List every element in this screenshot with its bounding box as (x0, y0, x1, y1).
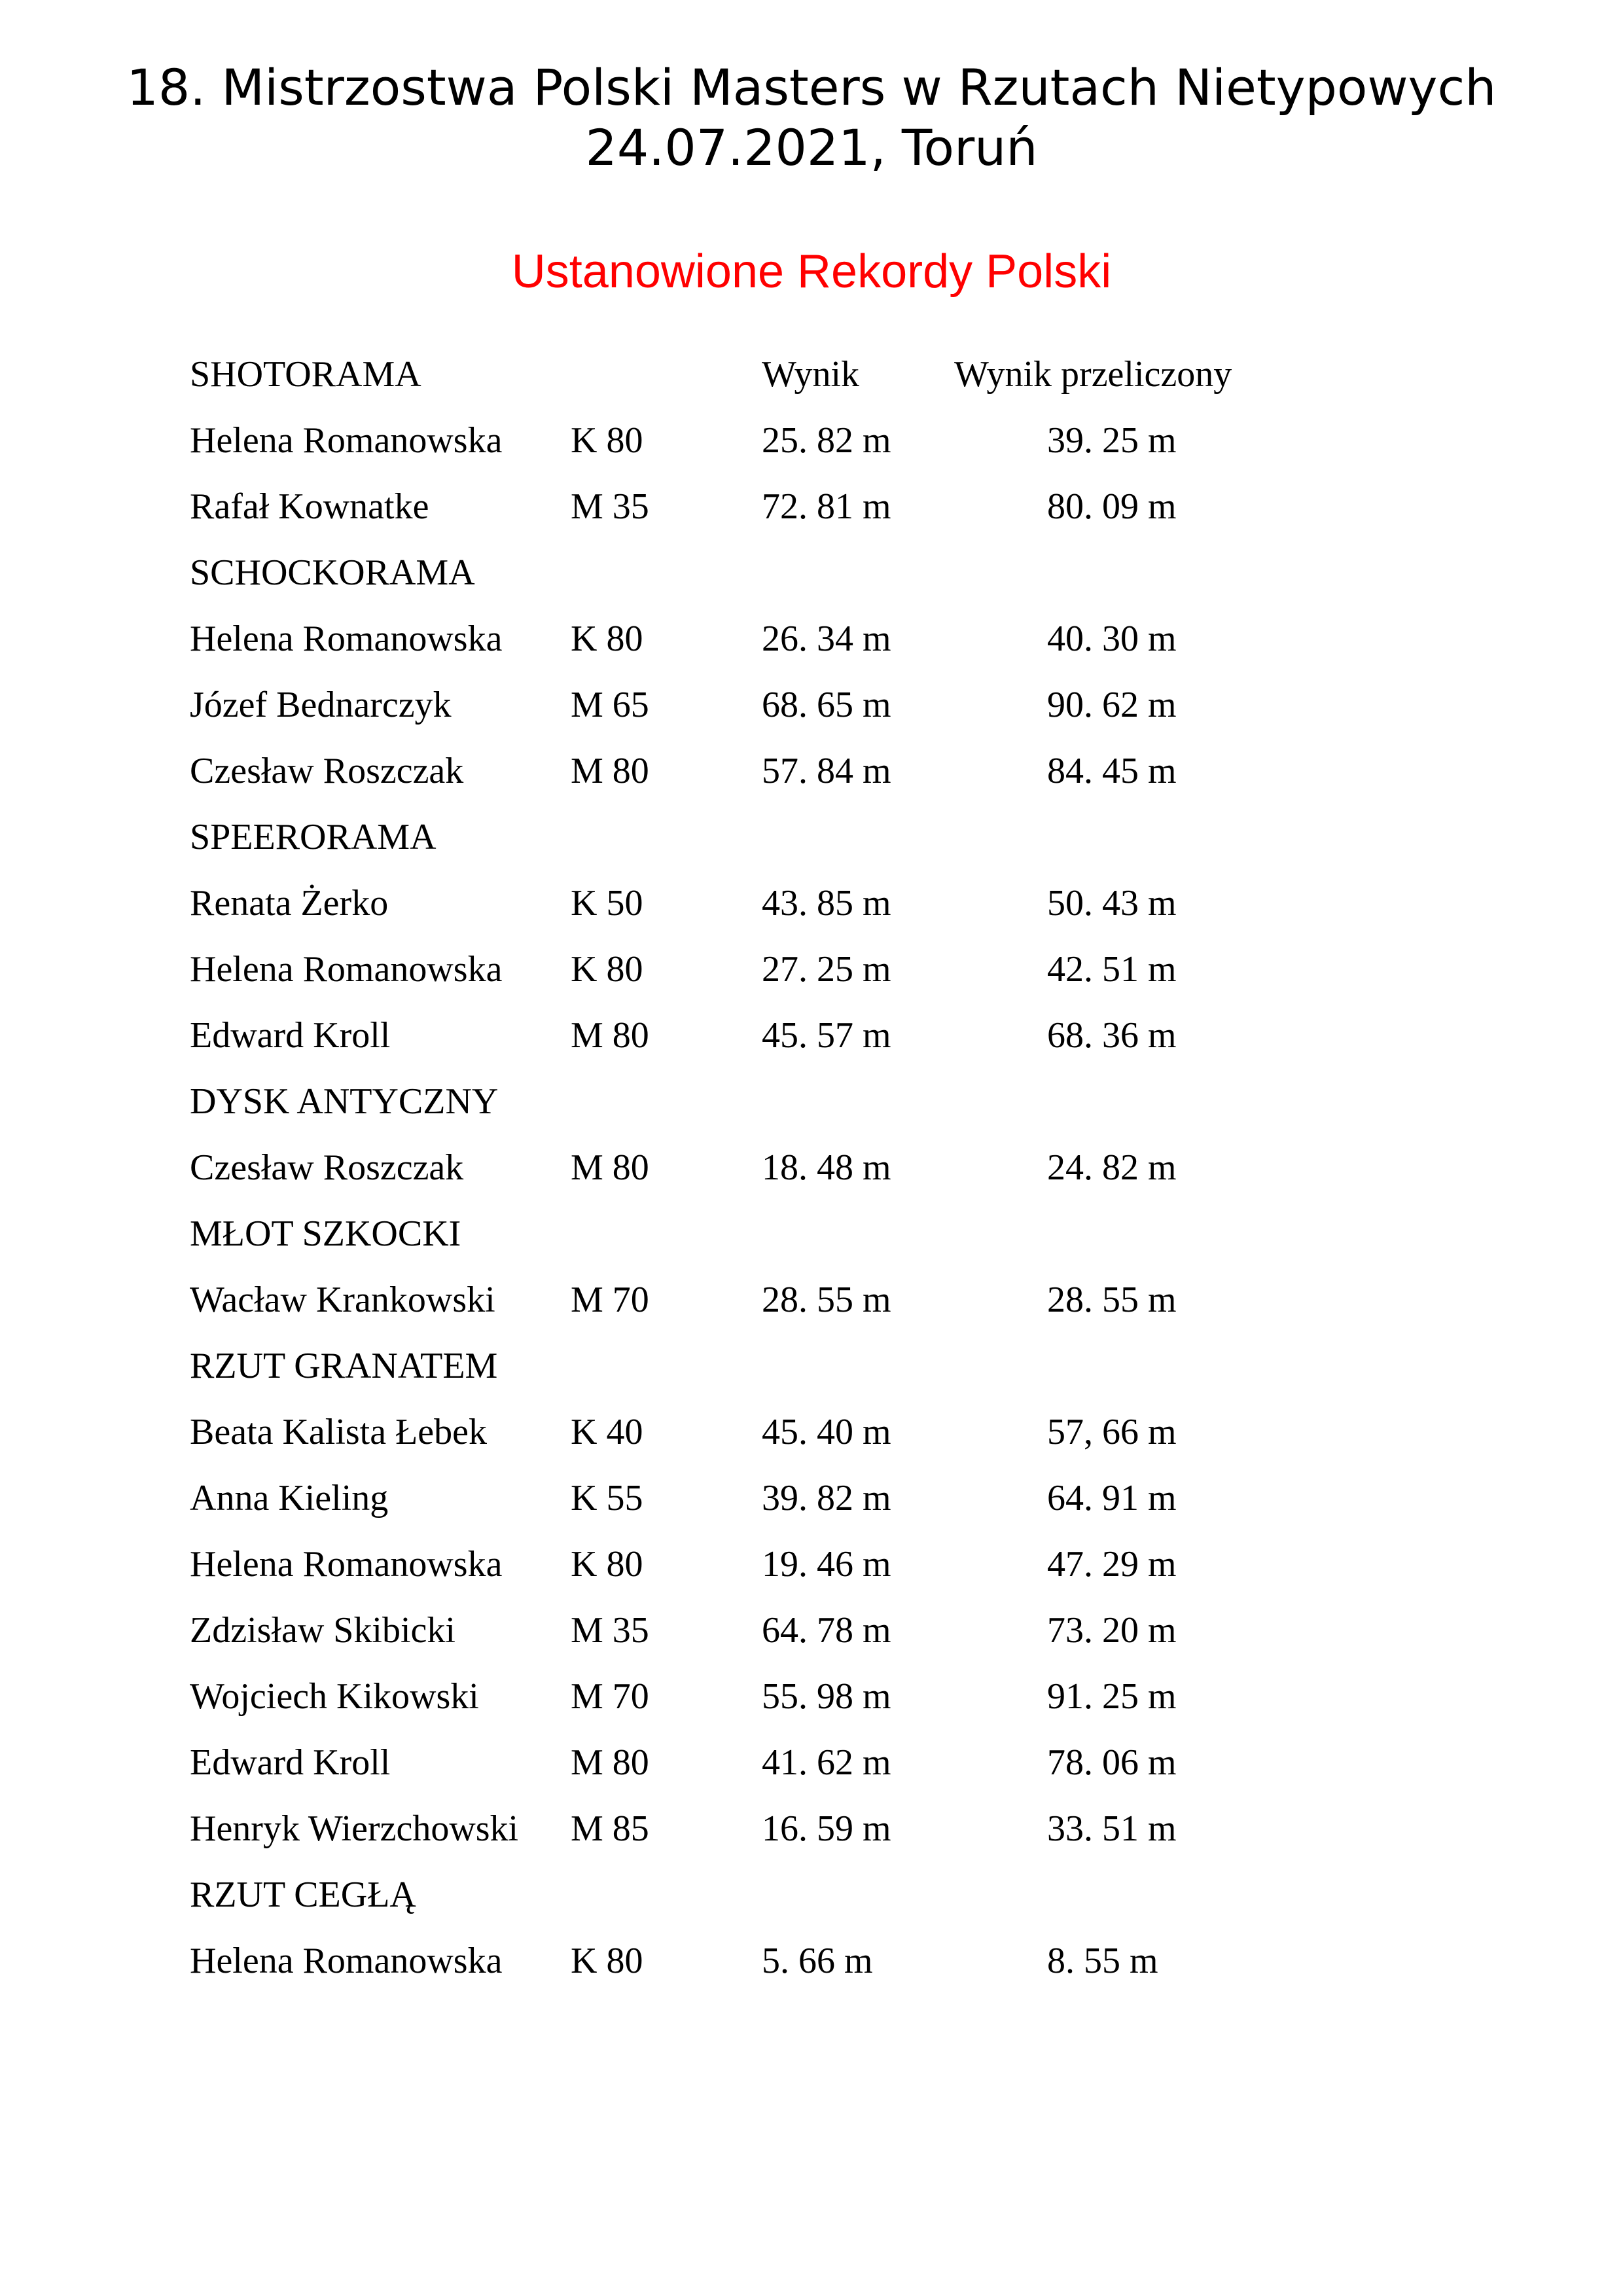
converted-result-value: 40. 30 m (1047, 619, 1177, 659)
converted-result-value: 68. 36 m (1047, 1015, 1177, 1056)
event-name: RZUT CEGŁĄ (190, 1874, 416, 1915)
age-category: K 40 (571, 1412, 643, 1452)
result-value: 27. 25 m (762, 949, 891, 990)
event-header-row (190, 1069, 1433, 1135)
age-category: M 85 (571, 1808, 649, 1849)
event-header-row (190, 1862, 1433, 1928)
age-category: M 80 (571, 1742, 649, 1783)
converted-result-value: 39. 25 m (1047, 420, 1177, 461)
result-value: 57. 84 m (762, 751, 891, 791)
result-value: 18. 48 m (762, 1147, 891, 1188)
record-row (190, 408, 1433, 474)
athlete-name: Zdzisław Skibicki (190, 1610, 455, 1651)
athlete-name: Czesław Roszczak (190, 1147, 464, 1188)
record-row (190, 1399, 1433, 1465)
record-row (190, 1928, 1433, 1994)
record-row (190, 1465, 1433, 1532)
event-name: MŁOT SZKOCKI (190, 1213, 461, 1254)
age-category: M 70 (571, 1280, 649, 1320)
converted-result-value: 78. 06 m (1047, 1742, 1177, 1783)
result-value: 16. 59 m (762, 1808, 891, 1849)
result-value: 55. 98 m (762, 1676, 891, 1717)
age-category: M 35 (571, 486, 649, 527)
record-row (190, 1598, 1433, 1664)
record-row (190, 1267, 1433, 1333)
age-category: M 70 (571, 1676, 649, 1717)
event-name: SPEERORAMA (190, 817, 437, 857)
record-row (190, 937, 1433, 1003)
athlete-name: Rafał Kownatke (190, 486, 429, 527)
athlete-name: Edward Kroll (190, 1015, 391, 1056)
converted-result-value: 8. 55 m (1047, 1941, 1158, 1981)
age-category: M 80 (571, 1147, 649, 1188)
age-category: M 80 (571, 1015, 649, 1056)
result-value: 25. 82 m (762, 420, 891, 461)
age-category: K 80 (571, 1544, 643, 1585)
record-row (190, 1730, 1433, 1796)
event-header-row (190, 804, 1433, 870)
athlete-name: Józef Bednarczyk (190, 685, 452, 725)
athlete-name: Helena Romanowska (190, 1544, 503, 1585)
result-value: 28. 55 m (762, 1280, 891, 1320)
event-header-row (190, 342, 1433, 408)
result-value: 64. 78 m (762, 1610, 891, 1651)
athlete-name: Edward Kroll (190, 1742, 391, 1783)
converted-result-value: 64. 91 m (1047, 1478, 1177, 1518)
event-name: SCHOCKORAMA (190, 552, 475, 593)
event-name: SHOTORAMA (190, 354, 421, 395)
converted-result-value: 73. 20 m (1047, 1610, 1177, 1651)
record-row (190, 1664, 1433, 1730)
converted-result-value: 33. 51 m (1047, 1808, 1177, 1849)
athlete-name: Wojciech Kikowski (190, 1676, 479, 1717)
age-category: K 50 (571, 883, 643, 924)
championship-title: 18. Mistrzostwa Polski Masters w Rzutach Nietypowych (126, 58, 1497, 117)
athlete-name: Beata Kalista Łebek (190, 1412, 488, 1452)
records-table (190, 342, 1433, 1994)
column-header-converted: Wynik przeliczony (954, 354, 1232, 395)
result-value: 19. 46 m (762, 1544, 891, 1585)
result-value: 26. 34 m (762, 619, 891, 659)
record-row (190, 1532, 1433, 1598)
records-subheading: Ustanowione Rekordy Polski (511, 245, 1112, 298)
converted-result-value: 42. 51 m (1047, 949, 1177, 990)
athlete-name: Helena Romanowska (190, 949, 503, 990)
age-category: K 55 (571, 1478, 643, 1518)
result-value: 41. 62 m (762, 1742, 891, 1783)
record-row (190, 606, 1433, 672)
athlete-name: Czesław Roszczak (190, 751, 464, 791)
athlete-name: Henryk Wierzchowski (190, 1808, 519, 1849)
converted-result-value: 90. 62 m (1047, 685, 1177, 725)
event-header-row (190, 540, 1433, 606)
age-category: M 65 (571, 685, 649, 725)
converted-result-value: 91. 25 m (1047, 1676, 1177, 1717)
athlete-name: Anna Kieling (190, 1478, 389, 1518)
converted-result-value: 80. 09 m (1047, 486, 1177, 527)
age-category: M 80 (571, 751, 649, 791)
result-value: 45. 57 m (762, 1015, 891, 1056)
athlete-name: Helena Romanowska (190, 619, 503, 659)
record-row (190, 672, 1433, 738)
converted-result-value: 50. 43 m (1047, 883, 1177, 924)
athlete-name: Helena Romanowska (190, 1941, 503, 1981)
converted-result-value: 24. 82 m (1047, 1147, 1177, 1188)
record-row (190, 1796, 1433, 1862)
event-header-row (190, 1333, 1433, 1399)
record-row (190, 738, 1433, 804)
age-category: K 80 (571, 1941, 643, 1981)
record-row (190, 1135, 1433, 1201)
document-header (0, 58, 1623, 178)
event-header-row (190, 1201, 1433, 1267)
age-category: K 80 (571, 949, 643, 990)
event-name: RZUT GRANATEM (190, 1346, 498, 1386)
record-row (190, 870, 1433, 937)
athlete-name: Helena Romanowska (190, 420, 503, 461)
converted-result-value: 47. 29 m (1047, 1544, 1177, 1585)
age-category: K 80 (571, 420, 643, 461)
converted-result-value: 28. 55 m (1047, 1280, 1177, 1320)
age-category: M 35 (571, 1610, 649, 1651)
result-value: 5. 66 m (762, 1941, 873, 1981)
result-value: 68. 65 m (762, 685, 891, 725)
result-value: 72. 81 m (762, 486, 891, 527)
converted-result-value: 84. 45 m (1047, 751, 1177, 791)
event-name: DYSK ANTYCZNY (190, 1081, 499, 1122)
date-and-place: 24.07.2021, Toruń (585, 118, 1038, 177)
converted-result-value: 57, 66 m (1047, 1412, 1177, 1452)
record-row (190, 474, 1433, 540)
age-category: K 80 (571, 619, 643, 659)
column-header-result: Wynik (762, 354, 860, 395)
athlete-name: Renata Żerko (190, 883, 389, 924)
result-value: 45. 40 m (762, 1412, 891, 1452)
athlete-name: Wacław Krankowski (190, 1280, 495, 1320)
result-value: 43. 85 m (762, 883, 891, 924)
result-value: 39. 82 m (762, 1478, 891, 1518)
record-row (190, 1003, 1433, 1069)
